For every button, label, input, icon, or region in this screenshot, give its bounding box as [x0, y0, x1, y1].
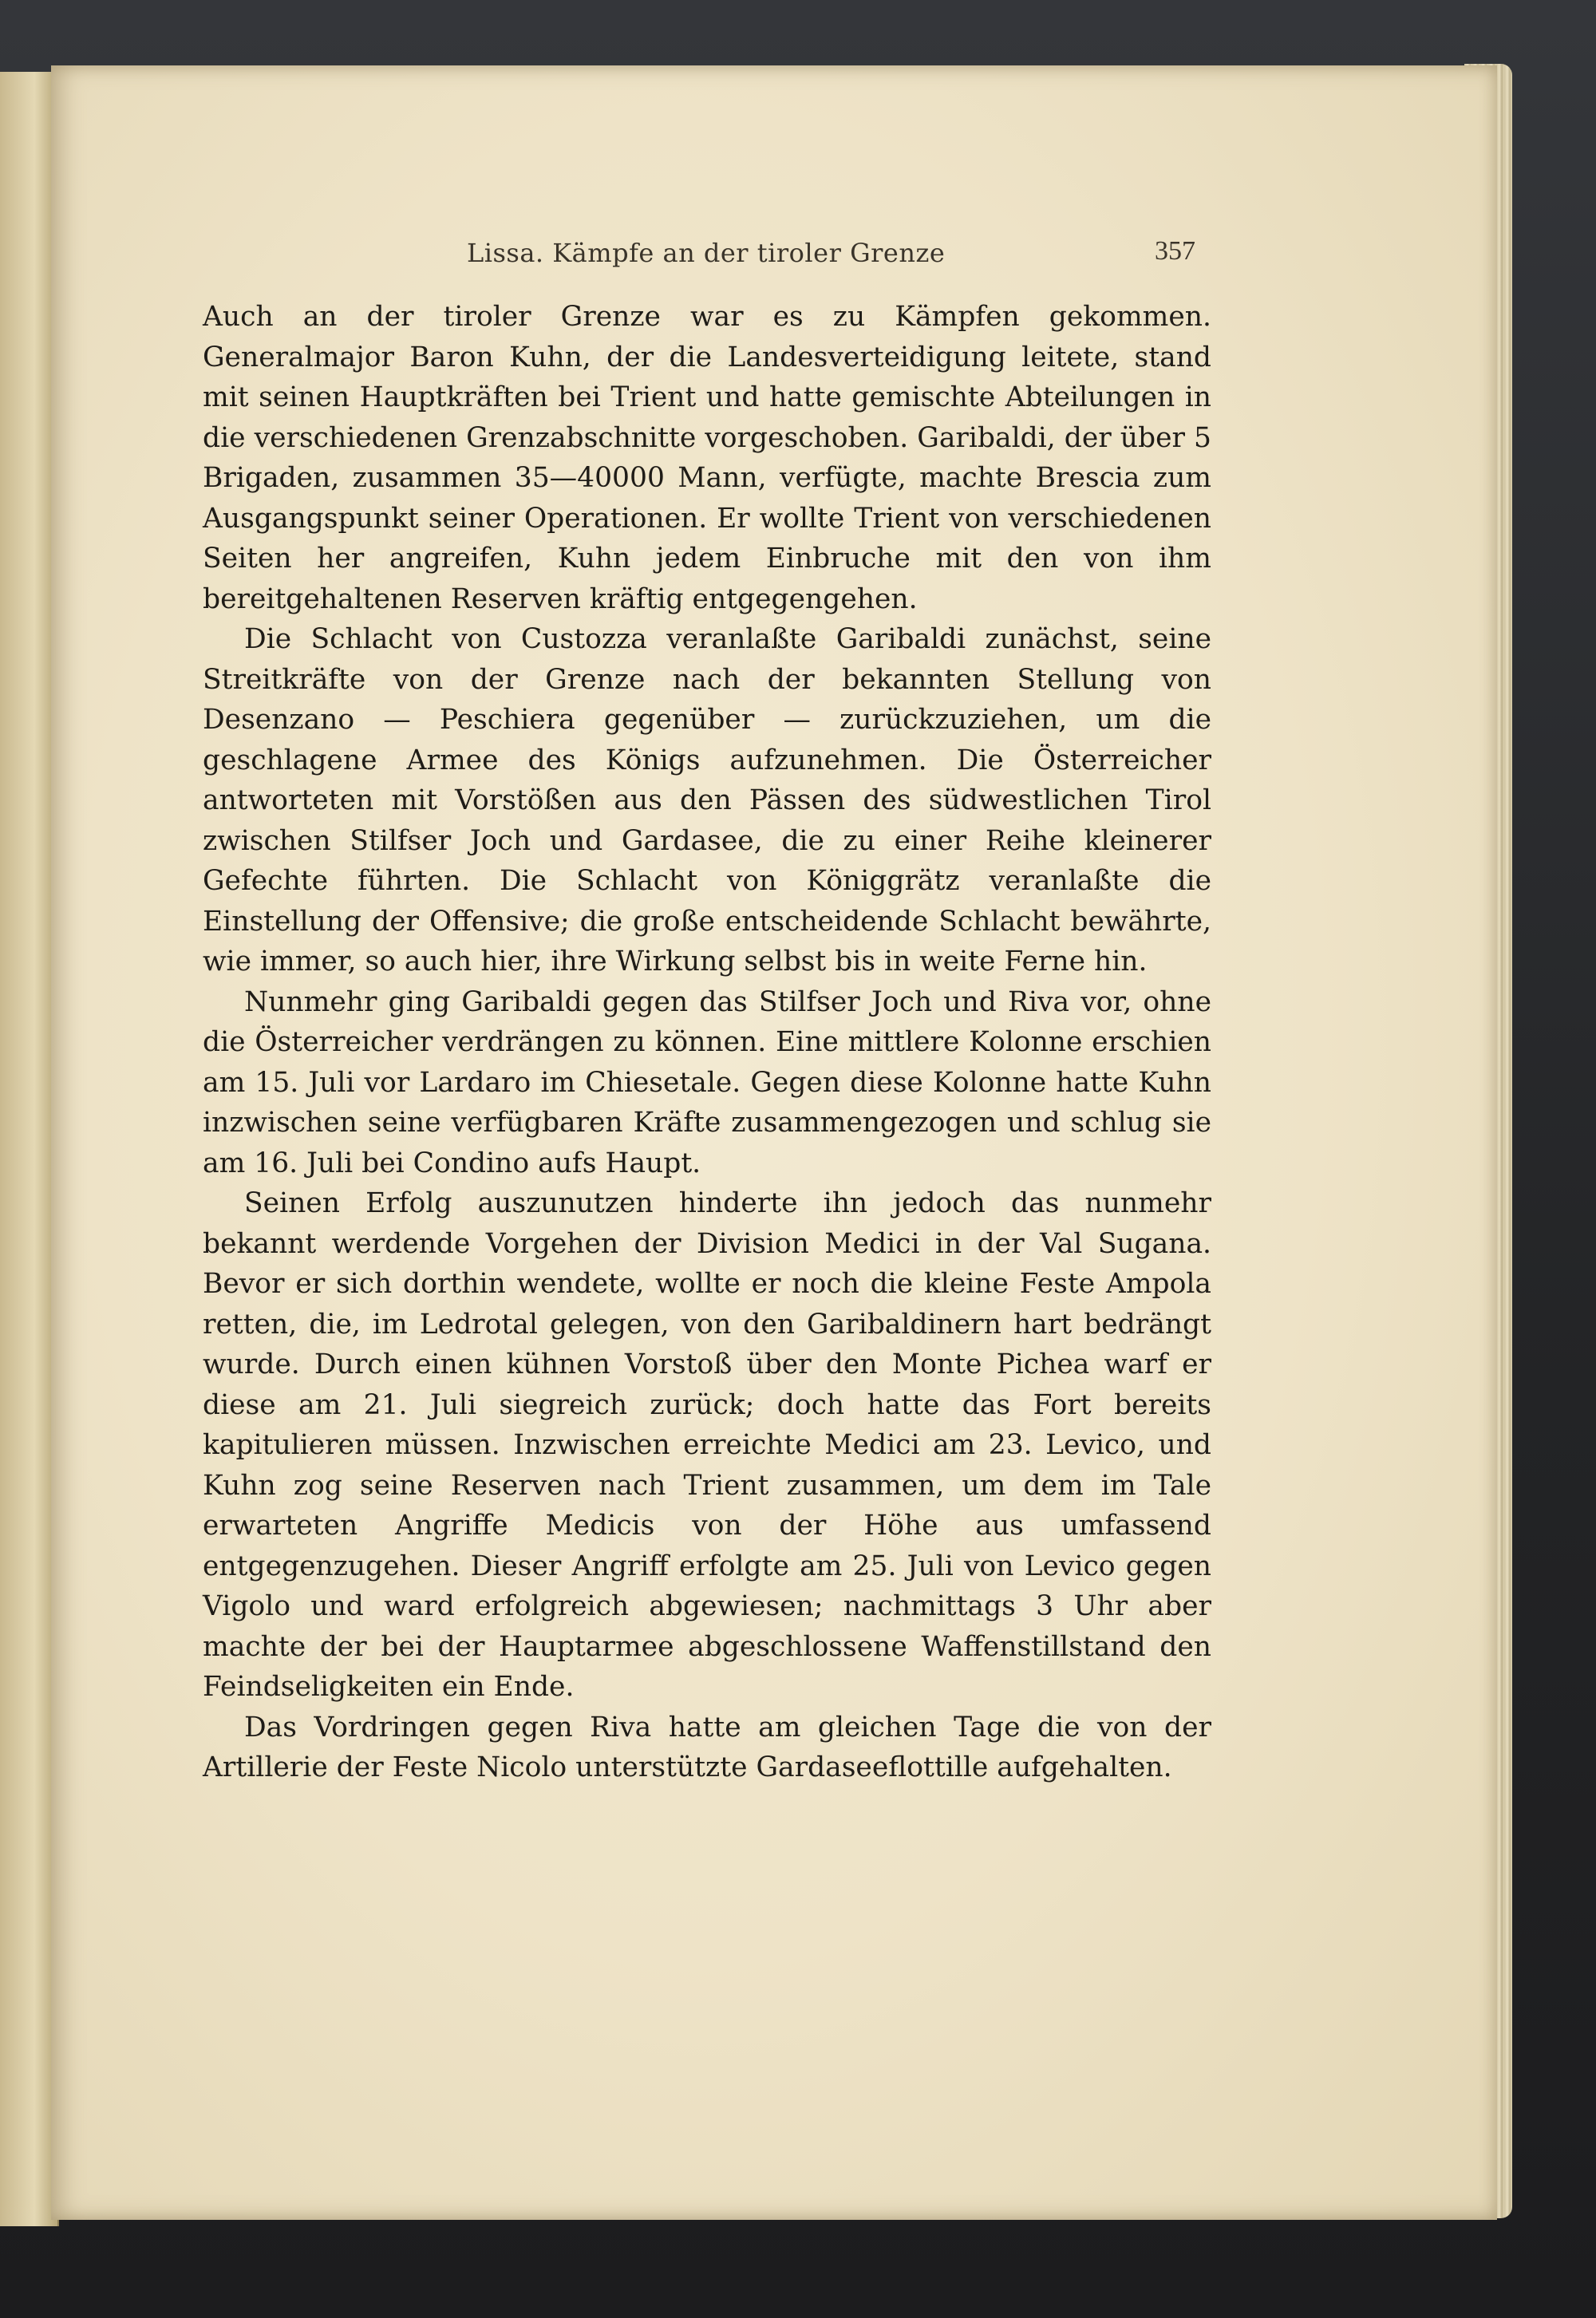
paragraph: Die Schlacht von Custozza veranlaßte Garibaldi zunächst, seine Streitkräfte von der Grenze nach der bekannten Stellung von Desenzano — Peschiera gegenüber — zurückzuziehen, um die geschlagene Armee des Königs aufzunehmen. Die Österreicher antworteten mit Vorstößen aus den Pässen des südwestlichen Tirol zwischen Stilfser Joch und Gardasee, die zu einer Reihe kleinerer Gefechte führten. Die Schlacht von Königgrätz veranlaßte die Einstellung der Offensive; die große entscheidende Schlacht bewährte, wie immer, so auch hier, ihre Wirkung selbst bis in weite Ferne hin.	[203, 623, 1211, 977]
facing-page-edge	[0, 72, 59, 2226]
paragraph: Seinen Erfolg auszunutzen hinderte ihn jedoch das nunmehr bekannt werdende Vorgehen der Division Medici in der Val Sugana. Bevor er sich dorthin wendete, wollte er noch die kleine Feste Ampola retten, die, im Ledrotal gelegen, von den Garibaldinern hart bedrängt wurde. Durch einen kühnen Vorstoß über den Monte Pichea warf er diese am 21. Juli siegreich zurück; doch hatte das Fort bereits kapitulieren müssen. Inzwischen erreichte Medici am 23. Levico, und Kuhn zog seine Reserven nach Trient zusammen, um dem im Tale erwarteten Angriffe Medicis von der Höhe aus umfassend entgegenzugehen. Dieser Angriff erfolgte am 25. Juli von Levico gegen Vigolo und ward erfolgreich abgewiesen; nachmittags 3 Uhr aber machte der bei der Hauptarmee abgeschlossene Waffenstillstand den Feindseligkeiten ein Ende.	[203, 1187, 1211, 1703]
running-head: Lissa. Kämpfe an der tiroler Grenze	[467, 238, 946, 268]
paragraph: Auch an der tiroler Grenze war es zu Kämpfen gekommen. Generalmajor Baron Kuhn, der die Landesverteidigung leitete, stand mit seinen Hauptkräften bei Trient und hatte gemischte Abteilungen in die verschiedenen Grenzabschnitte vorgeschoben. Garibaldi, der über 5 Brigaden, zusammen 35—40000 Mann, verfügte, machte Brescia zum Ausgangspunkt seiner Operationen. Er wollte Trient von verschiedenen Seiten her angreifen, Kuhn jedem Einbruche mit den von ihm bereitgehaltenen Reserven kräftig entgegengehen.	[203, 301, 1211, 615]
page-number: 357	[1155, 236, 1195, 266]
paragraph: Das Vordringen gegen Riva hatte am gleichen Tage die von der Artillerie der Feste Nicolo unterstützte Gardaseeflottille aufgehalten.	[203, 1711, 1211, 1783]
body-text	[203, 297, 1211, 1788]
paragraph: Nunmehr ging Garibaldi gegen das Stilfser Joch und Riva vor, ohne die Österreicher verdrängen zu können. Eine mittlere Kolonne erschien am 15. Juli vor Lardaro im Chiesetale. Gegen diese Kolonne hatte Kuhn inzwischen seine verfügbaren Kräfte zusammengezogen und schlug sie am 16. Juli bei Condino aufs Haupt.	[203, 985, 1211, 1179]
